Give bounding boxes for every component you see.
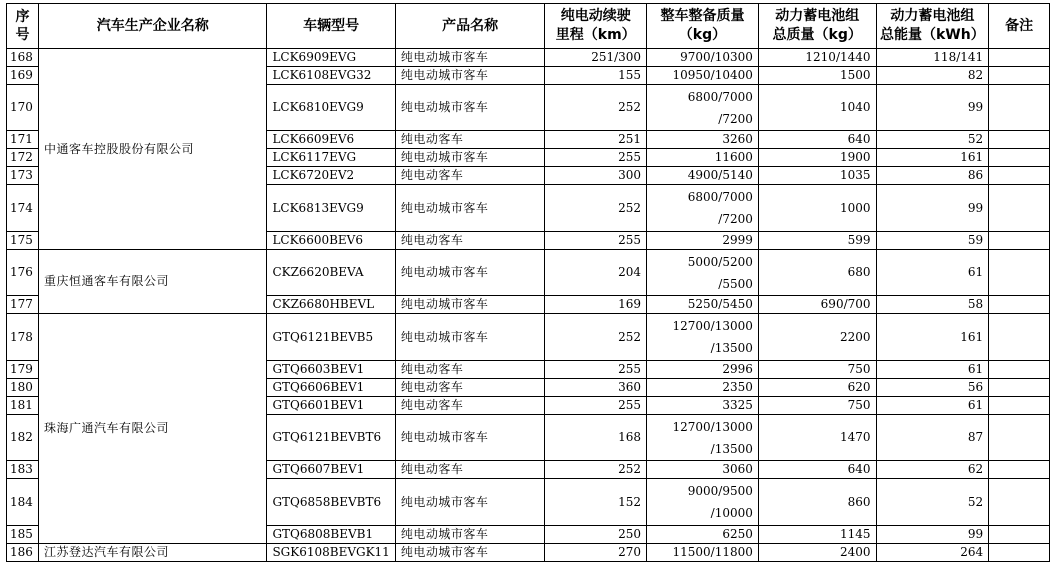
cell-range: 251/300 bbox=[545, 49, 647, 67]
cell-battery-mass: 1000 bbox=[758, 185, 876, 232]
cell-seq: 168 bbox=[7, 49, 39, 67]
cell-model: GTQ6121BEVBT6 bbox=[267, 415, 395, 461]
header-remark: 备注 bbox=[989, 4, 1050, 49]
cell-mass: 3260 bbox=[647, 131, 759, 149]
cell-remark bbox=[989, 479, 1050, 526]
cell-battery-energy: 61 bbox=[876, 397, 989, 415]
cell-battery-energy: 52 bbox=[876, 479, 989, 526]
table-row bbox=[7, 544, 1050, 562]
cell-company: 中通客车控股股份有限公司 bbox=[38, 49, 266, 250]
cell-product-name: 纯电动客车 bbox=[395, 361, 545, 379]
cell-remark bbox=[989, 232, 1050, 250]
cell-remark bbox=[989, 361, 1050, 379]
cell-range: 168 bbox=[545, 415, 647, 461]
cell-model: GTQ6606BEV1 bbox=[267, 379, 395, 397]
cell-seq: 182 bbox=[7, 415, 39, 461]
cell-mass: 3060 bbox=[647, 461, 759, 479]
cell-battery-mass: 2400 bbox=[758, 544, 876, 562]
cell-product-name: 纯电动客车 bbox=[395, 397, 545, 415]
cell-mass: 3325 bbox=[647, 397, 759, 415]
cell-range: 255 bbox=[545, 232, 647, 250]
cell-battery-mass: 2200 bbox=[758, 314, 876, 361]
cell-battery-mass: 1470 bbox=[758, 415, 876, 461]
cell-product-name: 纯电动城市客车 bbox=[395, 85, 545, 131]
cell-remark bbox=[989, 296, 1050, 314]
table-body bbox=[7, 49, 1050, 562]
cell-model: GTQ6858BEVBT6 bbox=[267, 479, 395, 526]
cell-battery-energy: 62 bbox=[876, 461, 989, 479]
cell-remark bbox=[989, 67, 1050, 85]
cell-product-name: 纯电动客车 bbox=[395, 167, 545, 185]
cell-model: GTQ6601BEV1 bbox=[267, 397, 395, 415]
cell-model: LCK6810EVG9 bbox=[267, 85, 395, 131]
cell-battery-energy: 59 bbox=[876, 232, 989, 250]
table-row bbox=[7, 250, 1050, 296]
cell-battery-energy: 99 bbox=[876, 85, 989, 131]
cell-model: GTQ6808BEVB1 bbox=[267, 526, 395, 544]
cell-product-name: 纯电动客车 bbox=[395, 379, 545, 397]
cell-battery-energy: 52 bbox=[876, 131, 989, 149]
cell-mass: 2350 bbox=[647, 379, 759, 397]
cell-range: 255 bbox=[545, 397, 647, 415]
cell-company: 重庆恒通客车有限公司 bbox=[38, 250, 266, 314]
cell-battery-mass: 690/700 bbox=[758, 296, 876, 314]
cell-product-name: 纯电动客车 bbox=[395, 131, 545, 149]
cell-model: SGK6108BEVGK11 bbox=[267, 544, 395, 562]
header-row bbox=[7, 4, 1050, 49]
cell-remark bbox=[989, 379, 1050, 397]
cell-remark bbox=[989, 461, 1050, 479]
cell-product-name: 纯电动城市客车 bbox=[395, 544, 545, 562]
cell-battery-energy: 61 bbox=[876, 361, 989, 379]
cell-mass: 12700/13000 /13500 bbox=[647, 415, 759, 461]
cell-battery-mass: 620 bbox=[758, 379, 876, 397]
cell-product-name: 纯电动城市客车 bbox=[395, 314, 545, 361]
cell-range: 252 bbox=[545, 314, 647, 361]
cell-remark bbox=[989, 397, 1050, 415]
cell-range: 252 bbox=[545, 461, 647, 479]
cell-model: LCK6108EVG32 bbox=[267, 67, 395, 85]
header-range: 纯电动续驶 里程（km） bbox=[545, 4, 647, 49]
cell-battery-energy: 161 bbox=[876, 149, 989, 167]
cell-range: 169 bbox=[545, 296, 647, 314]
cell-product-name: 纯电动城市客车 bbox=[395, 415, 545, 461]
cell-mass: 11500/11800 bbox=[647, 544, 759, 562]
cell-product-name: 纯电动城市客车 bbox=[395, 49, 545, 67]
cell-company: 珠海广通汽车有限公司 bbox=[38, 314, 266, 544]
cell-product-name: 纯电动城市客车 bbox=[395, 479, 545, 526]
cell-product-name: 纯电动城市客车 bbox=[395, 250, 545, 296]
cell-seq: 179 bbox=[7, 361, 39, 379]
cell-seq: 169 bbox=[7, 67, 39, 85]
cell-range: 250 bbox=[545, 526, 647, 544]
cell-seq: 180 bbox=[7, 379, 39, 397]
cell-range: 251 bbox=[545, 131, 647, 149]
cell-seq: 186 bbox=[7, 544, 39, 562]
cell-battery-mass: 1040 bbox=[758, 85, 876, 131]
cell-mass: 11600 bbox=[647, 149, 759, 167]
cell-seq: 177 bbox=[7, 296, 39, 314]
cell-remark bbox=[989, 85, 1050, 131]
cell-battery-energy: 82 bbox=[876, 67, 989, 85]
cell-model: GTQ6121BEVB5 bbox=[267, 314, 395, 361]
cell-seq: 175 bbox=[7, 232, 39, 250]
cell-battery-energy: 161 bbox=[876, 314, 989, 361]
table-row bbox=[7, 49, 1050, 67]
cell-mass: 6250 bbox=[647, 526, 759, 544]
cell-range: 360 bbox=[545, 379, 647, 397]
cell-product-name: 纯电动城市客车 bbox=[395, 67, 545, 85]
cell-product-name: 纯电动客车 bbox=[395, 461, 545, 479]
header-seq: 序 号 bbox=[7, 4, 39, 49]
cell-battery-mass: 1145 bbox=[758, 526, 876, 544]
cell-battery-energy: 99 bbox=[876, 185, 989, 232]
header-product: 产品名称 bbox=[395, 4, 545, 49]
cell-mass: 5250/5450 bbox=[647, 296, 759, 314]
cell-mass: 12700/13000 /13500 bbox=[647, 314, 759, 361]
cell-mass: 5000/5200 /5500 bbox=[647, 250, 759, 296]
cell-range: 300 bbox=[545, 167, 647, 185]
cell-remark bbox=[989, 185, 1050, 232]
cell-product-name: 纯电动客车 bbox=[395, 232, 545, 250]
cell-seq: 178 bbox=[7, 314, 39, 361]
cell-remark bbox=[989, 314, 1050, 361]
cell-product-name: 纯电动城市客车 bbox=[395, 296, 545, 314]
cell-seq: 172 bbox=[7, 149, 39, 167]
cell-range: 255 bbox=[545, 149, 647, 167]
cell-battery-mass: 1900 bbox=[758, 149, 876, 167]
cell-mass: 6800/7000 /7200 bbox=[647, 185, 759, 232]
cell-seq: 181 bbox=[7, 397, 39, 415]
cell-battery-energy: 86 bbox=[876, 167, 989, 185]
cell-range: 255 bbox=[545, 361, 647, 379]
cell-battery-mass: 640 bbox=[758, 461, 876, 479]
cell-battery-mass: 750 bbox=[758, 397, 876, 415]
cell-range: 252 bbox=[545, 85, 647, 131]
cell-range: 204 bbox=[545, 250, 647, 296]
cell-model: LCK6813EVG9 bbox=[267, 185, 395, 232]
cell-model: LCK6609EV6 bbox=[267, 131, 395, 149]
cell-battery-energy: 87 bbox=[876, 415, 989, 461]
cell-remark bbox=[989, 250, 1050, 296]
cell-range: 152 bbox=[545, 479, 647, 526]
header-battery-energy: 动力蓄电池组 总能量（kWh） bbox=[876, 4, 989, 49]
cell-mass: 10950/10400 bbox=[647, 67, 759, 85]
cell-model: GTQ6603BEV1 bbox=[267, 361, 395, 379]
vehicle-catalog-table bbox=[6, 3, 1050, 562]
cell-seq: 174 bbox=[7, 185, 39, 232]
cell-range: 252 bbox=[545, 185, 647, 232]
cell-battery-energy: 264 bbox=[876, 544, 989, 562]
cell-remark bbox=[989, 49, 1050, 67]
cell-battery-mass: 599 bbox=[758, 232, 876, 250]
cell-battery-energy: 99 bbox=[876, 526, 989, 544]
cell-mass: 6800/7000 /7200 bbox=[647, 85, 759, 131]
cell-mass: 2999 bbox=[647, 232, 759, 250]
cell-seq: 171 bbox=[7, 131, 39, 149]
cell-model: LCK6117EVG bbox=[267, 149, 395, 167]
cell-range: 155 bbox=[545, 67, 647, 85]
cell-mass: 9000/9500 /10000 bbox=[647, 479, 759, 526]
cell-battery-mass: 1500 bbox=[758, 67, 876, 85]
cell-remark bbox=[989, 415, 1050, 461]
cell-mass: 9700/10300 bbox=[647, 49, 759, 67]
cell-battery-mass: 1210/1440 bbox=[758, 49, 876, 67]
cell-model: LCK6600BEV6 bbox=[267, 232, 395, 250]
cell-remark bbox=[989, 526, 1050, 544]
cell-range: 270 bbox=[545, 544, 647, 562]
cell-battery-energy: 58 bbox=[876, 296, 989, 314]
table-row bbox=[7, 314, 1050, 361]
cell-battery-mass: 860 bbox=[758, 479, 876, 526]
cell-company: 江苏登达汽车有限公司 bbox=[38, 544, 266, 562]
cell-seq: 176 bbox=[7, 250, 39, 296]
cell-model: LCK6909EVG bbox=[267, 49, 395, 67]
cell-seq: 170 bbox=[7, 85, 39, 131]
cell-battery-mass: 680 bbox=[758, 250, 876, 296]
cell-remark bbox=[989, 149, 1050, 167]
cell-battery-mass: 1035 bbox=[758, 167, 876, 185]
cell-mass: 2996 bbox=[647, 361, 759, 379]
cell-model: CKZ6620BEVA bbox=[267, 250, 395, 296]
cell-seq: 183 bbox=[7, 461, 39, 479]
cell-seq: 184 bbox=[7, 479, 39, 526]
cell-product-name: 纯电动城市客车 bbox=[395, 149, 545, 167]
header-company: 汽车生产企业名称 bbox=[38, 4, 266, 49]
cell-battery-energy: 118/141 bbox=[876, 49, 989, 67]
cell-seq: 173 bbox=[7, 167, 39, 185]
cell-battery-mass: 750 bbox=[758, 361, 876, 379]
cell-mass: 4900/5140 bbox=[647, 167, 759, 185]
cell-model: GTQ6607BEV1 bbox=[267, 461, 395, 479]
cell-remark bbox=[989, 167, 1050, 185]
cell-remark bbox=[989, 131, 1050, 149]
cell-model: LCK6720EV2 bbox=[267, 167, 395, 185]
cell-battery-energy: 61 bbox=[876, 250, 989, 296]
cell-seq: 185 bbox=[7, 526, 39, 544]
cell-product-name: 纯电动城市客车 bbox=[395, 185, 545, 232]
cell-product-name: 纯电动城市客车 bbox=[395, 526, 545, 544]
cell-battery-mass: 640 bbox=[758, 131, 876, 149]
header-mass: 整车整备质量 （kg） bbox=[647, 4, 759, 49]
header-model: 车辆型号 bbox=[267, 4, 395, 49]
cell-remark bbox=[989, 544, 1050, 562]
header-battery-mass: 动力蓄电池组 总质量（kg） bbox=[758, 4, 876, 49]
cell-model: CKZ6680HBEVL bbox=[267, 296, 395, 314]
cell-battery-energy: 56 bbox=[876, 379, 989, 397]
